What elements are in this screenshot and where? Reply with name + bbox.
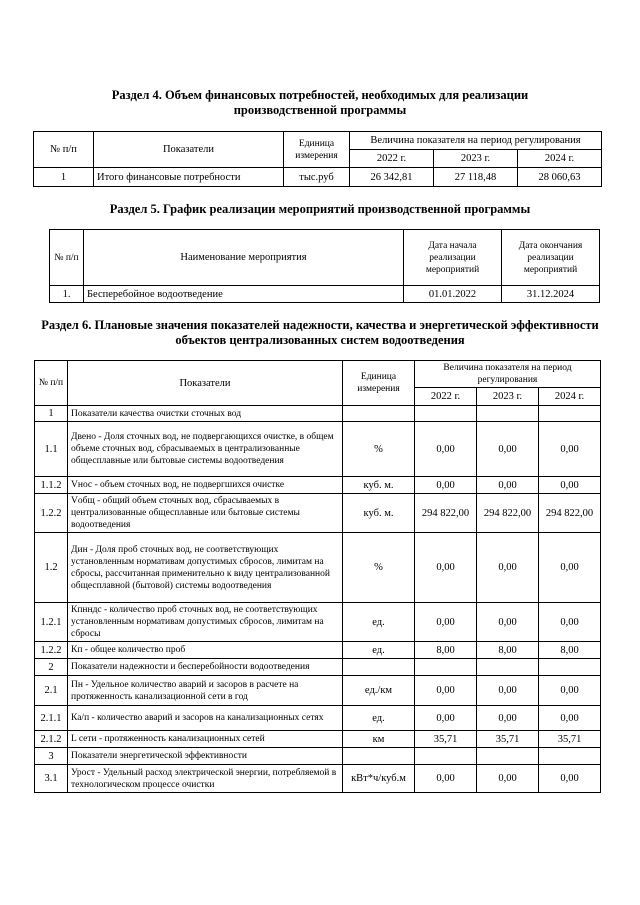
s6-row-num: 2.1.1 — [35, 706, 68, 731]
s6-row-value: 0,00 — [539, 706, 601, 731]
s6-row-value: 0,00 — [415, 422, 477, 477]
s6-header-num: № п/п — [35, 361, 68, 406]
s6-row-value: 0,00 — [539, 477, 601, 494]
s4-header-indicator: Показатели — [94, 132, 284, 168]
s6-row-value: 35,71 — [415, 731, 477, 748]
section6-title-line2: объектов централизованных систем водоотведения — [175, 333, 465, 347]
s6-row-unit: кВт*ч/куб.м — [343, 765, 415, 793]
s6-row-unit — [343, 748, 415, 765]
table-group-row — [35, 748, 601, 765]
s6-row-value: 294 822,00 — [539, 494, 601, 533]
s6-row-unit: ед. — [343, 706, 415, 731]
s6-row-num: 1.1 — [35, 422, 68, 477]
s6-row-indicator: Ка/п - количество аварий и засоров на канализационных сетях — [68, 706, 343, 731]
section5-table — [49, 229, 600, 303]
table-row — [35, 603, 601, 642]
s6-row-unit: % — [343, 533, 415, 603]
s6-row-unit: ед. — [343, 603, 415, 642]
s4-header-unit: Единица измерения — [284, 132, 350, 168]
s4-row-value: 28 060,63 — [518, 168, 602, 187]
table-row — [35, 422, 601, 477]
s6-row-indicator: Дин - Доля проб сточных вод, не соответствующих установленным нормативам допустимых сбросов, лимитам на сбросы, рассчитанная применительно к виду централизованной общесплавной (бытовой) системы водоотведения — [68, 533, 343, 603]
s6-row-indicator: Vобщ - общий объем сточных вод, сбрасываемых в централизованные общесплавные или бытовые системы водоотведения — [68, 494, 343, 533]
section6-title — [0, 318, 640, 348]
s6-row-num: 3.1 — [35, 765, 68, 793]
s6-row-indicator: L сети - протяженность канализационных сетей — [68, 731, 343, 748]
s6-row-value: 294 822,00 — [477, 494, 539, 533]
s6-header-year: 2024 г. — [539, 388, 601, 406]
s6-row-value — [415, 659, 477, 676]
s6-row-value — [539, 406, 601, 422]
table-row — [35, 642, 601, 659]
section4-title-line2: производственной программы — [233, 103, 407, 117]
s6-row-value: 0,00 — [539, 422, 601, 477]
s5-header-name: Наименование мероприятия — [84, 230, 404, 286]
s6-row-value: 0,00 — [415, 533, 477, 603]
s4-header-num: № п/п — [34, 132, 94, 168]
section4-table — [33, 131, 602, 187]
s6-row-indicator: Пн - Удельное количество аварий и засоров в расчете на протяженность канализационной сети в год — [68, 676, 343, 706]
s5-table-row — [50, 286, 600, 303]
s6-row-num: 1.1.2 — [35, 477, 68, 494]
s6-row-indicator: Vнос - объем сточных вод, не подвергшихся очистке — [68, 477, 343, 494]
s6-header-year: 2022 г. — [415, 388, 477, 406]
table-row — [35, 494, 601, 533]
s6-row-indicator: Показатели энергетической эффективности — [68, 748, 343, 765]
s6-row-indicator: Показатели качества очистки сточных вод — [68, 406, 343, 422]
s6-row-value: 0,00 — [477, 477, 539, 494]
s6-row-value: 35,71 — [539, 731, 601, 748]
s6-row-value: 0,00 — [415, 477, 477, 494]
s6-row-unit — [343, 659, 415, 676]
s4-header-value-group: Величина показателя на период регулирования — [350, 132, 602, 150]
s6-row-indicator: Урост - Удельный расход электрической энергии, потребляемой в технологическом процессе очистки — [68, 765, 343, 793]
s6-row-unit: ед. — [343, 642, 415, 659]
table-row — [35, 477, 601, 494]
s6-row-value: 8,00 — [477, 642, 539, 659]
table-row — [35, 765, 601, 793]
s6-header-indicator: Показатели — [68, 361, 343, 406]
s6-row-unit: куб. м. — [343, 477, 415, 494]
s6-row-indicator: Показатели надежности и бесперебойности водоотведения — [68, 659, 343, 676]
section4-title — [0, 88, 640, 118]
section5-title: Раздел 5. График реализации мероприятий производственной программы — [109, 202, 531, 216]
s5-row-start: 01.01.2022 — [404, 286, 502, 303]
s6-row-value — [477, 659, 539, 676]
table-row — [35, 533, 601, 603]
s6-row-num: 1.2 — [35, 533, 68, 603]
s6-row-value: 0,00 — [415, 706, 477, 731]
s5-row-name: Бесперебойное водоотведение — [84, 286, 404, 303]
section4-title-line1: Раздел 4. Объем финансовых потребностей, необходимых для реализации — [111, 88, 529, 102]
s6-row-value: 0,00 — [477, 706, 539, 731]
s6-row-num: 2 — [35, 659, 68, 676]
s6-row-value: 8,00 — [415, 642, 477, 659]
s6-row-indicator: Кп - общее количество проб — [68, 642, 343, 659]
s4-row-indicator: Итого финансовые потребности — [94, 168, 284, 187]
s6-row-value: 0,00 — [415, 603, 477, 642]
s6-row-value: 0,00 — [477, 422, 539, 477]
s6-row-unit: км — [343, 731, 415, 748]
s6-row-value — [477, 748, 539, 765]
s4-header-year: 2023 г. — [434, 150, 518, 168]
s4-row-unit: тыс.руб — [284, 168, 350, 187]
s4-row-value: 27 118,48 — [434, 168, 518, 187]
s5-header-start: Дата начала реализации мероприятий — [404, 230, 502, 286]
s5-row-end: 31.12.2024 — [502, 286, 600, 303]
s6-row-value: 0,00 — [477, 765, 539, 793]
s6-row-value: 35,71 — [477, 731, 539, 748]
s4-row-value: 26 342,81 — [350, 168, 434, 187]
s6-row-value: 8,00 — [539, 642, 601, 659]
s6-row-num: 2.1 — [35, 676, 68, 706]
s6-header-year: 2023 г. — [477, 388, 539, 406]
s6-row-num: 1.2.2 — [35, 494, 68, 533]
s5-header-end: Дата окончания реализации мероприятий — [502, 230, 600, 286]
s6-row-value: 0,00 — [477, 603, 539, 642]
table-row — [35, 706, 601, 731]
s6-row-num: 1.2.1 — [35, 603, 68, 642]
table-row — [35, 731, 601, 748]
section6-title-line1: Раздел 6. Плановые значения показателей надежности, качества и энергетической эффективности — [41, 318, 599, 332]
s6-row-num: 2.1.2 — [35, 731, 68, 748]
s6-table-body — [35, 406, 601, 793]
s6-row-value: 0,00 — [539, 533, 601, 603]
s5-row-num: 1. — [50, 286, 84, 303]
s4-row-num: 1 — [34, 168, 94, 187]
s6-row-unit: % — [343, 422, 415, 477]
s6-row-indicator: Двено - Доля сточных вод, не подвергающихся очистке, в общем объеме сточных вод, сбрасываемых в централизованные общесплавные или бытовые системы водоотведения — [68, 422, 343, 477]
s6-row-value: 0,00 — [477, 676, 539, 706]
s6-row-value — [539, 748, 601, 765]
s5-header-num: № п/п — [50, 230, 84, 286]
s6-row-unit: ед./км — [343, 676, 415, 706]
s6-row-unit — [343, 406, 415, 422]
s6-row-value: 0,00 — [539, 676, 601, 706]
s4-header-year: 2022 г. — [350, 150, 434, 168]
s6-row-value: 0,00 — [415, 676, 477, 706]
s6-row-value — [415, 406, 477, 422]
s6-row-value: 0,00 — [539, 603, 601, 642]
s6-row-num: 1.2.2 — [35, 642, 68, 659]
s4-table-row — [34, 168, 602, 187]
s6-row-value: 294 822,00 — [415, 494, 477, 533]
s6-row-value — [477, 406, 539, 422]
s6-header-unit: Единица измерения — [343, 361, 415, 406]
s6-row-unit: куб. м. — [343, 494, 415, 533]
table-group-row — [35, 659, 601, 676]
s4-header-year: 2024 г. — [518, 150, 602, 168]
s6-row-num: 1 — [35, 406, 68, 422]
s6-row-value: 0,00 — [415, 765, 477, 793]
s6-row-num: 3 — [35, 748, 68, 765]
table-row — [35, 676, 601, 706]
s6-row-value — [415, 748, 477, 765]
s6-row-value: 0,00 — [477, 533, 539, 603]
s6-row-value — [539, 659, 601, 676]
section6-table — [34, 360, 601, 793]
s6-header-value-group: Величина показателя на период регулирования — [415, 361, 601, 388]
table-group-row — [35, 406, 601, 422]
s6-row-indicator: Кпнндс - количество проб сточных вод, не соответствующих установленным нормативам допустимых сбросов, лимитам на сбросы — [68, 603, 343, 642]
s6-row-value: 0,00 — [539, 765, 601, 793]
